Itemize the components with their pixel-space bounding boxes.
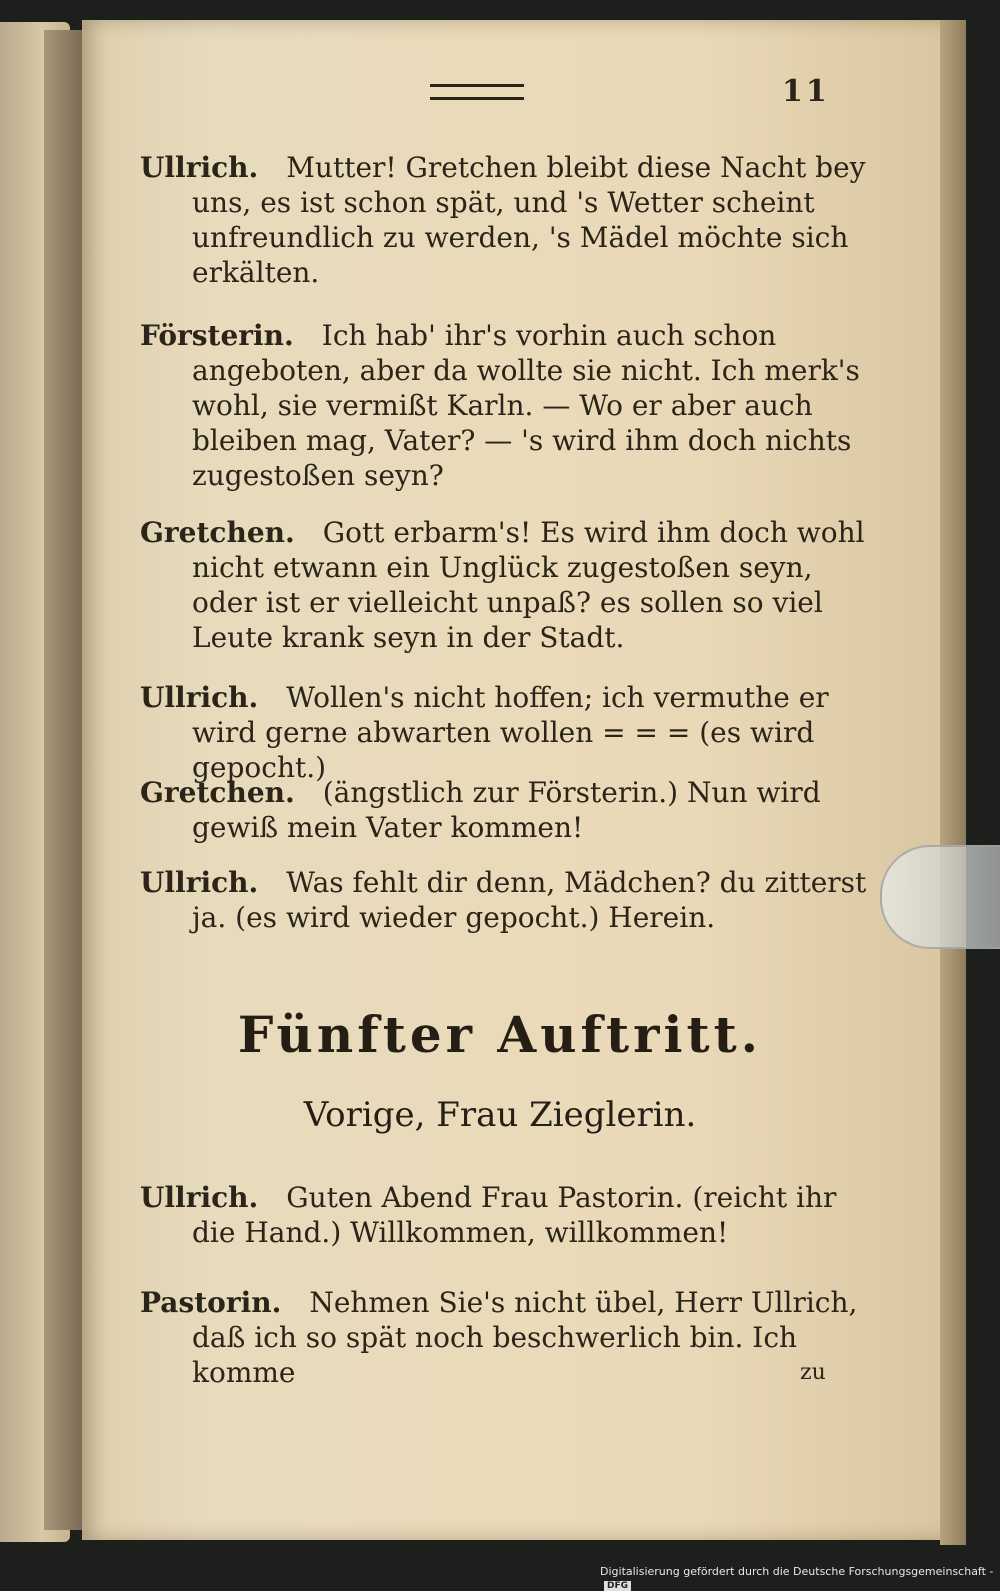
dialogue-entry-5 — [140, 775, 882, 845]
speaker-name: Ullrich. — [140, 681, 259, 714]
book-gutter — [44, 30, 84, 1530]
dialogue-entry-3 — [140, 515, 882, 655]
dialogue-entry-4 — [140, 680, 882, 785]
dfg-logo: DFG — [604, 1581, 631, 1591]
speaker-name: Ullrich. — [140, 1181, 259, 1214]
credit-text: Digitalisierung gefördert durch die Deutsche Forschungsgemeinschaft - — [600, 1565, 994, 1578]
header-ornament-rule — [430, 84, 524, 100]
dialogue-text: Nehmen Sie's nicht übel, Herr Ullrich, daß ich so spät noch beschwerlich bin. Ich komme — [192, 1286, 858, 1389]
dialogue-text: Guten Abend Frau Pastorin. (reicht ihr die Hand.) Willkommen, willkommen! — [192, 1181, 837, 1249]
page-clip — [880, 845, 1000, 949]
dialogue-text: Gott erbarm's! Es wird ihm doch wohl nicht etwann ein Unglück zugestoßen seyn, oder ist er vielleicht unpaß? es sollen so viel Leute krank seyn in der Stadt. — [192, 516, 865, 654]
dialogue-text: Ich hab' ihr's vorhin auch schon angeboten, aber da wollte sie nicht. Ich merk's wohl, sie vermißt Karln. — Wo er aber auch bleiben mag, Vater? — 's wird ihm doch nichts zugestoßen seyn? — [192, 319, 860, 492]
dialogue-entry-2 — [140, 318, 882, 493]
dialogue-entry-7 — [140, 1180, 882, 1250]
page-number: 11 — [782, 74, 830, 109]
scene-heading: Fünfter Auftritt. — [237, 1005, 763, 1064]
dialogue-text: Mutter! Gretchen bleibt diese Nacht bey uns, es ist schon spät, und 's Wetter scheint unfreundlich zu werden, 's Mädel möchte sich erkälten. — [192, 151, 866, 289]
dialogue-entry-1 — [140, 150, 882, 290]
scene-cast: Vorige, Frau Zieglerin. — [303, 1095, 697, 1135]
dialogue-entry-8 — [140, 1285, 882, 1390]
dialogue-text: Wollen's nicht hoffen; ich vermuthe er wird gerne abwarten wollen = = = (es wird gepocht.) — [192, 681, 829, 784]
speaker-name: Försterin. — [140, 319, 294, 352]
catchword: zu — [800, 1360, 826, 1385]
digitization-credit — [600, 1565, 1000, 1591]
dialogue-text: (ängstlich zur Försterin.) Nun wird gewiß mein Vater kommen! — [192, 776, 821, 844]
speaker-name: Pastorin. — [140, 1286, 282, 1319]
speaker-name: Gretchen. — [140, 516, 295, 549]
speaker-name: Gretchen. — [140, 776, 295, 809]
page-edge — [940, 20, 966, 1545]
speaker-name: Ullrich. — [140, 866, 259, 899]
dialogue-entry-6 — [140, 865, 882, 935]
speaker-name: Ullrich. — [140, 151, 259, 184]
dialogue-text: Was fehlt dir denn, Mädchen? du zitterst ja. (es wird wieder gepocht.) Herein. — [192, 866, 867, 934]
